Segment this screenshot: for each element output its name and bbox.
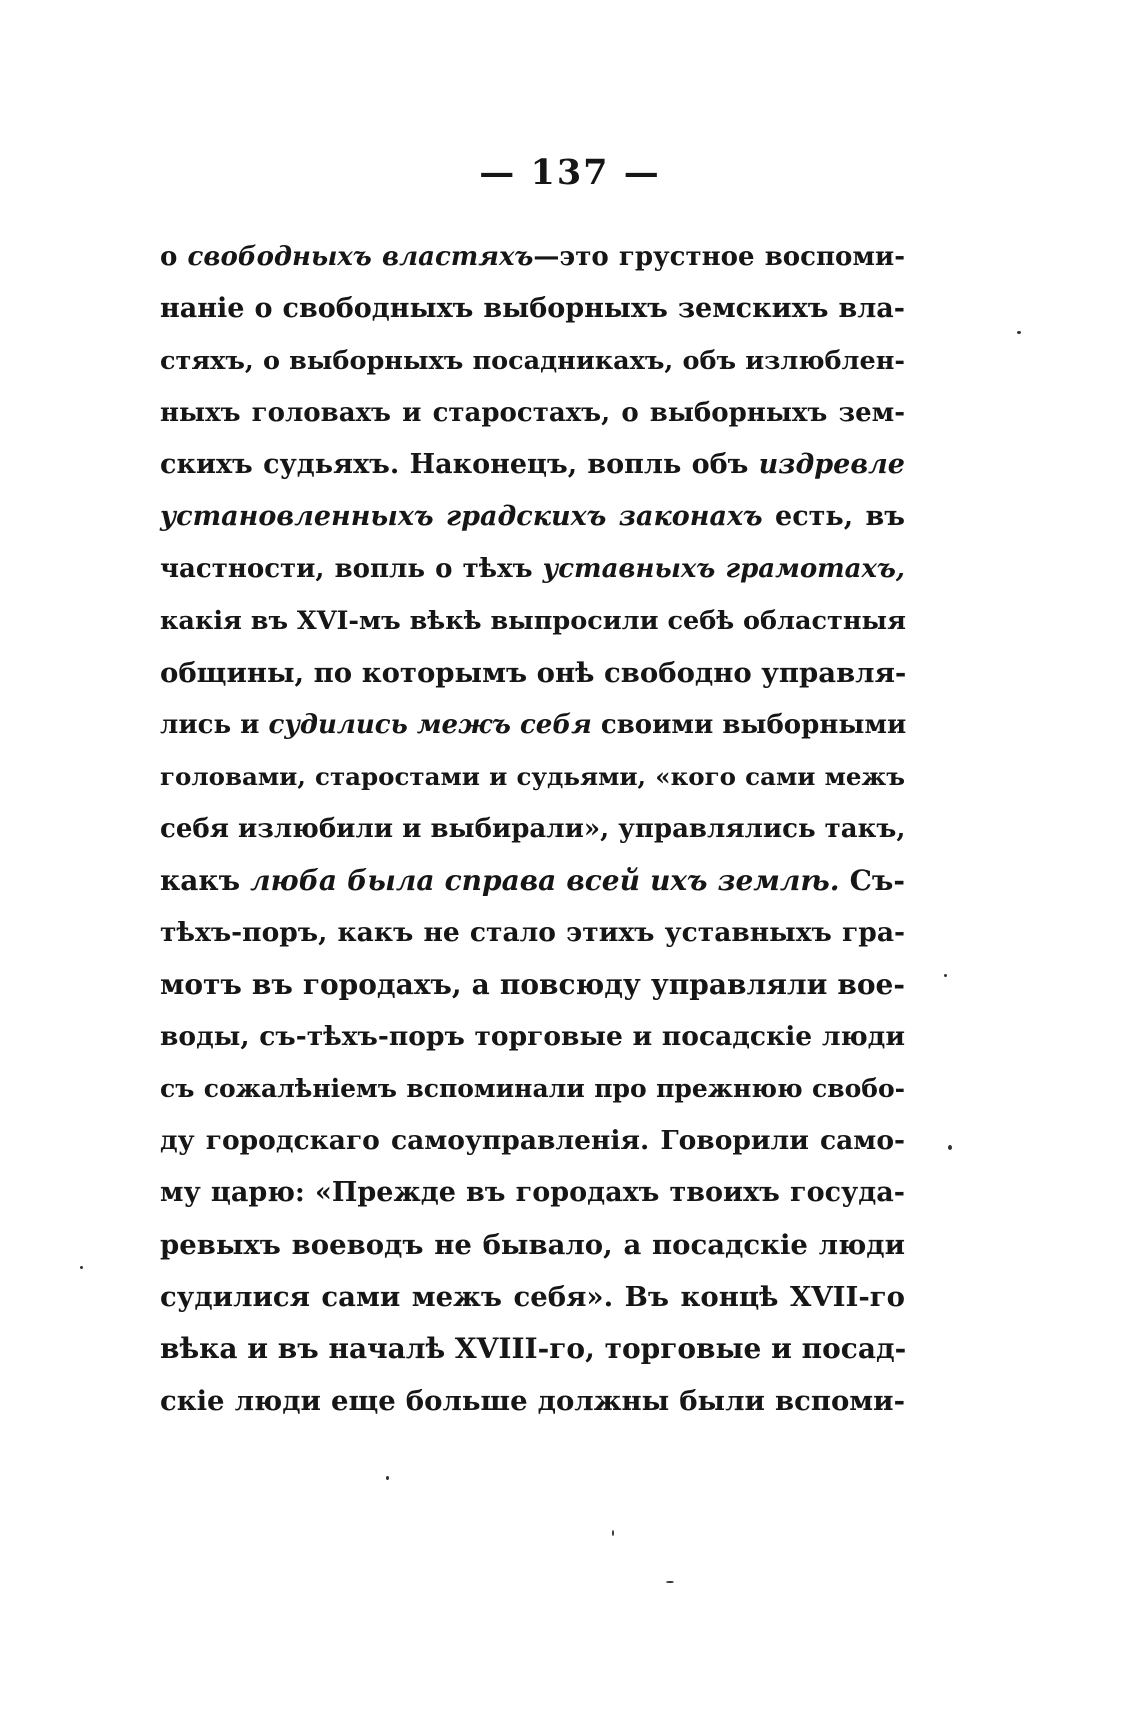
- text-segment: ревыхъ воеводъ не бывало, а посадскіе люди: [160, 1229, 905, 1261]
- text-segment: стяхъ, о выборныхъ посадникахъ, объ излюблен-: [160, 346, 905, 376]
- text-line: [160, 1063, 905, 1115]
- text-segment: —это грустное воспоми-: [533, 242, 905, 272]
- text-line: [160, 1115, 905, 1167]
- scan-speck: [666, 1581, 674, 1583]
- scan-speck: [944, 974, 947, 977]
- text-line: [160, 491, 905, 543]
- text-line: [160, 595, 905, 647]
- text-line: [160, 543, 905, 595]
- text-line: [160, 855, 905, 907]
- text-segment: съ сожалѣніемъ вспоминали про прежнюю свобо-: [160, 1074, 905, 1103]
- text-line: [160, 751, 905, 803]
- text-line: [160, 1167, 905, 1219]
- text-line: [160, 803, 905, 855]
- scan-speck: [386, 1476, 389, 1480]
- italic-text: люба была справа всей ихъ землѣ.: [250, 864, 840, 897]
- text-line: [160, 647, 905, 699]
- body-text: [160, 231, 905, 1427]
- text-segment: какія въ XVI-мъ вѣкѣ выпросили себѣ областныя: [160, 606, 906, 636]
- italic-text: уставныхъ грамотахъ,: [542, 554, 905, 584]
- text-line: [160, 959, 905, 1011]
- text-line: [160, 1219, 905, 1271]
- text-segment: скіе люди еще больше должны были вспоми-: [160, 1385, 905, 1417]
- text-segment: какъ: [160, 864, 251, 897]
- text-line: [160, 387, 905, 439]
- text-segment: общины, по которымъ онѣ свободно управля-: [160, 657, 907, 689]
- scan-speck: [1017, 331, 1021, 334]
- text-segment: Съ-: [839, 864, 906, 897]
- text-segment: воды, съ-тѣхъ-поръ торговые и посадскіе люди: [160, 1021, 905, 1052]
- text-segment: наніе о свободныхъ выборныхъ земскихъ вла-: [160, 293, 905, 324]
- text-segment: о: [160, 242, 188, 272]
- text-segment: себя излюбили и выбирали», управлялись такъ,: [160, 814, 906, 844]
- text-line: [160, 1323, 905, 1375]
- italic-text: свободныхъ властяхъ: [187, 242, 534, 272]
- text-line: [160, 231, 905, 283]
- text-segment: му царю: «Прежде въ городахъ твоихъ госуда-: [160, 1177, 905, 1208]
- text-segment: скихъ судьяхъ. Наконецъ, вопль объ: [160, 449, 759, 480]
- text-line: [160, 1375, 905, 1427]
- italic-text: издревле: [758, 449, 905, 480]
- text-line: [160, 283, 905, 335]
- scan-speck: [612, 1530, 614, 1536]
- page-number: — 137 —: [479, 152, 661, 193]
- text-segment: лись и: [160, 710, 269, 740]
- text-segment: головами, старостами и судьями, «кого сами межъ: [160, 762, 905, 791]
- text-segment: судилися сами межъ себя». Въ концѣ XVII-го: [160, 1281, 905, 1313]
- text-segment: тѣхъ-поръ, какъ не стало этихъ уставныхъ гра-: [160, 917, 905, 948]
- text-line: [160, 335, 905, 387]
- text-segment: ду городскаго самоуправленія. Говорили само-: [160, 1125, 905, 1156]
- text-segment: своими выборными: [591, 710, 907, 740]
- italic-text: судились межъ себя: [268, 710, 592, 740]
- text-line: [160, 1271, 905, 1323]
- text-line: [160, 1011, 905, 1063]
- text-segment: есть, въ: [762, 501, 905, 532]
- text-line: [160, 439, 905, 491]
- italic-text: установленныхъ градскихъ законахъ: [160, 501, 763, 532]
- text-line: [160, 907, 905, 959]
- text-line: [160, 699, 905, 751]
- text-segment: мотъ въ городахъ, а повсюду управляли вое-: [160, 968, 905, 1001]
- scan-speck: [948, 1145, 952, 1150]
- text-segment: частности, вопль о тѣхъ: [160, 554, 543, 584]
- text-segment: вѣка и въ началѣ XVIII-го, торговые и посад-: [160, 1332, 907, 1365]
- scan-speck: [80, 1266, 83, 1269]
- text-segment: ныхъ головахъ и старостахъ, о выборныхъ зем-: [160, 398, 905, 428]
